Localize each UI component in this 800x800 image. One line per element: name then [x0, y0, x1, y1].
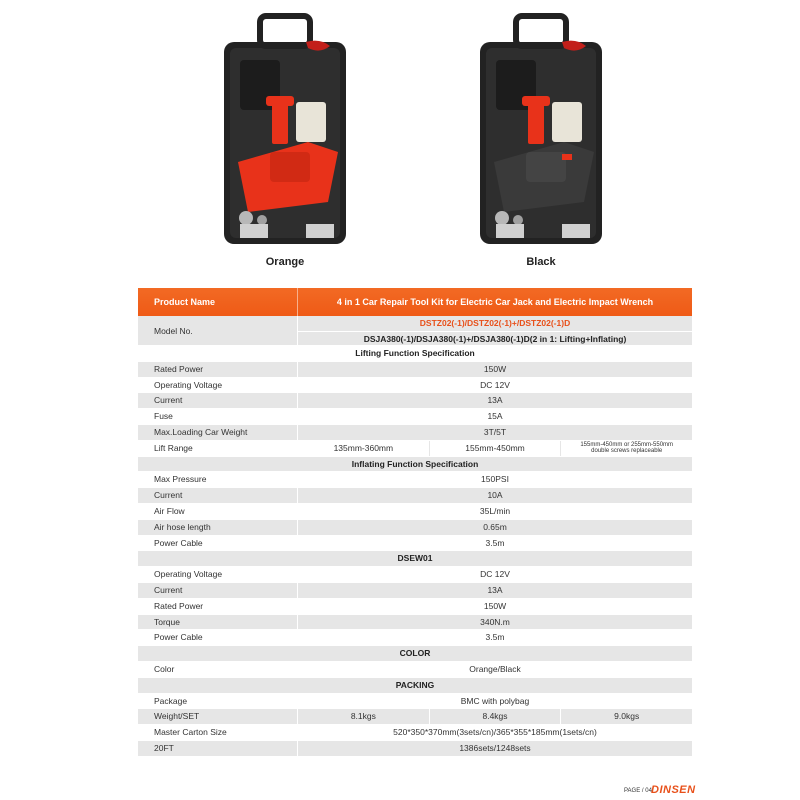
product-name: 4 in 1 Car Repair Tool Kit for Electric Car Jack and Electric Impact Wrench	[336, 297, 654, 307]
table-header	[138, 288, 692, 316]
spec-table	[138, 288, 692, 757]
table-row: Color Orange/Black	[138, 662, 692, 678]
model-line-1: DSTZ02(-1)/DSTZ02(-1)+/DSTZ02(-1)D	[298, 316, 692, 332]
product-image-orange	[210, 12, 360, 252]
product-image-black	[466, 12, 616, 252]
model-label: Model No.	[138, 316, 298, 345]
table-row: Torque 340N.m	[138, 615, 692, 631]
table-row: Max Pressure 150PSI	[138, 472, 692, 488]
table-row: Air Flow 35L/min	[138, 504, 692, 520]
image-caption-black: Black	[526, 256, 556, 268]
table-row: Operating Voltage DC 12V	[138, 378, 692, 394]
header-label: Product Name	[138, 288, 298, 316]
table-row: Power Cable 3.5m	[138, 536, 692, 552]
page-number: PAGE / 04	[624, 788, 652, 794]
table-row: Rated Power 150W	[138, 599, 692, 615]
section-packing: PACKING	[138, 678, 692, 694]
table-row: Rated Power 150W	[138, 362, 692, 378]
section-inflating: Inflating Function Specification	[138, 457, 692, 473]
image-caption-orange: Orange	[265, 256, 305, 268]
table-row: Operating Voltage DC 12V	[138, 567, 692, 583]
weight-row: Weight/SET 8.1kgs 8.4kgs 9.0kgs	[138, 709, 692, 725]
table-row: Air hose length 0.65m	[138, 520, 692, 536]
table-row: Power Cable 3.5m	[138, 630, 692, 646]
table-row: Current 13A	[138, 393, 692, 409]
section-wrench: DSEW01	[138, 551, 692, 567]
table-row: Max.Loading Car Weight 3T/5T	[138, 425, 692, 441]
model-line-2: DSJA380(-1)/DSJA380(-1)+/DSJA380(-1)D(2 in 1: Lifting+Inflating)	[363, 334, 627, 344]
table-row: 20FT 1386sets/1248sets	[138, 741, 692, 757]
lift-range-row: Lift Range 135mm-360mm 155mm-450mm 155mm-450mm or 255mm-550mm double screws replaceable	[138, 441, 692, 457]
table-row: Master Carton Size 520*350*370mm(3sets/cn)/365*355*185mm(1sets/cn)	[138, 725, 692, 741]
brand-logo: DINSEN	[651, 784, 696, 796]
table-row: Fuse 15A	[138, 409, 692, 425]
model-row	[138, 316, 692, 346]
table-row: Current 13A	[138, 583, 692, 599]
section-lifting: Lifting Function Specification	[138, 346, 692, 362]
section-color: COLOR	[138, 646, 692, 662]
table-row: Package BMC with polybag	[138, 694, 692, 710]
lift-range-note: 155mm-450mm or 255mm-550mm double screws replaceable	[560, 441, 692, 456]
table-row: Current 10A	[138, 488, 692, 504]
